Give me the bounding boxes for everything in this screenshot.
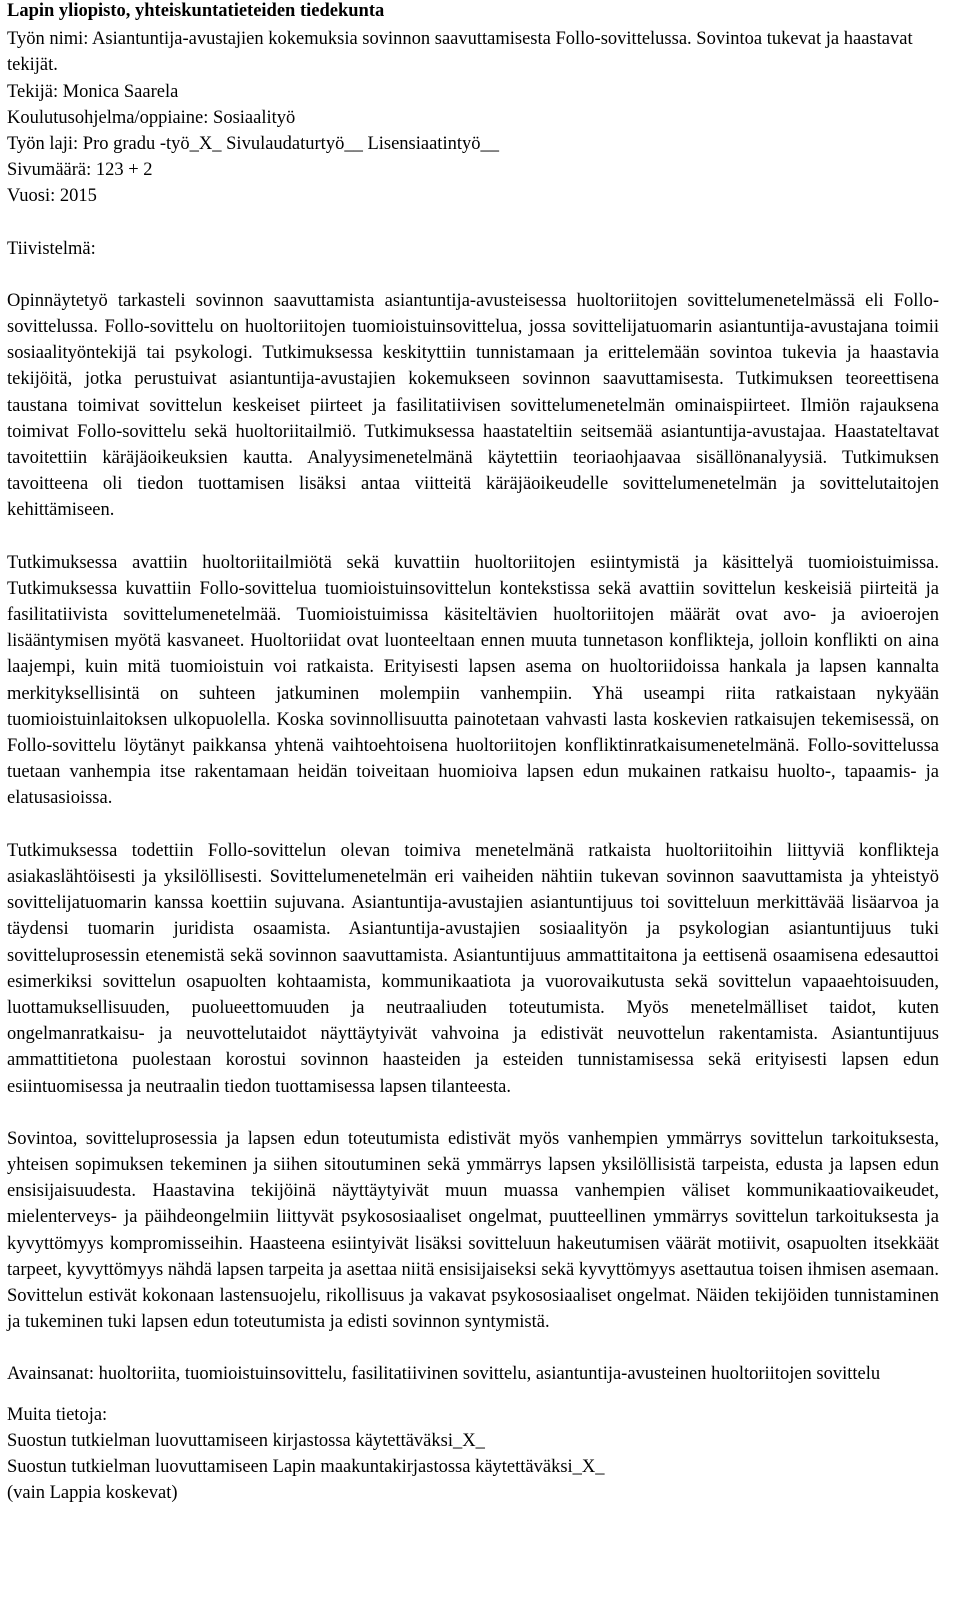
- lapland-note: (vain Lappia koskevat): [7, 1483, 178, 1504]
- abstract-label: Tiivistelmä:: [7, 238, 96, 259]
- abstract: [7, 288, 939, 1336]
- page-count: Sivumäärä: 123 + 2: [7, 160, 153, 181]
- abstract-paragraph: Tutkimuksessa avattiin huoltoriitailmiötä sekä kuvattiin huoltoriitojen esiintymistä ja käsittelyä tuomioistuimissa. Tutkimuksessa kuvattiin Follo-sovittelua tuomioistuinsovittelun kontekstissa sekä avattiin sovittelun keskeisiä piirteitä ja fasilitatiivista sovittelumenetelmää. Tuomioistuimissa käsiteltävien huoltoriitojen määrät ovat avo- ja avioerojen lisääntymisen myötä kasvaneet. Huoltoriidat ovat luonteeltaan ennen muuta tunnetason konflikteja, jolloin konflikti on aina laajempi, kuin mitä tuomioistuin voi ratkaista. Erityisesti lapsen asema on huoltoriidoissa hankala ja lapsen kannalta merkityksellisintä on suhteen jatkuminen molempiin vanhempiin. Yhä useampi riita ratkaistaan nykyään tuomioistuinlaitoksen ulkopuolella. Koska sovinnollisuutta painotetaan vahvasti lasta koskevien ratkaisujen tekemisessä, on Follo-sovittelu löytänyt paikkansa yhtenä vaihtoehtoisena huoltoriitojen konfliktinratkaisumenetelmänä. Follo-sovittelussa tuetaan vanhempia itse rakentamaan heidän toiveitaan huomioiva lapsen edun mukainen ratkaisu huolto-, tapaamis- ja elatusasioissa.: [7, 552, 939, 809]
- university-heading: Lapin yliopisto, yhteiskuntatieteiden tiedekunta: [7, 1, 385, 21]
- library-consent: Suostun tutkielman luovuttamiseen kirjastossa käytettäväksi_X_: [7, 1430, 485, 1451]
- author: Tekijä: Monica Saarela: [7, 81, 179, 102]
- keywords: [7, 1361, 939, 1387]
- year: Vuosi: 2015: [7, 186, 97, 207]
- work-type: Työn laji: Pro gradu -työ_X_ Sivulaudaturtyö__ Lisensiaatintyö__: [7, 134, 499, 155]
- other-information-label: Muita tietoja:: [7, 1404, 108, 1425]
- abstract-paragraph: Sovintoa, sovitteluprosessia ja lapsen edun toteutumista edistivät myös vanhempien ymmärrys sovittelun tarkoituksesta, yhteisen sopimuksen tekeminen ja siihen sitoutuminen sekä ymmärrys lapsen yksilöllisistä tarpeista, edusta ja lapsen edun ensisijaisuudesta. Haastavina tekijöinä näyttäytyivät muun muassa vanhempien väliset kommunikaatiovaikeudet, mielenterveys- ja päihdeongelmiin liittyvät psykososiaaliset ongelmat, puutteellinen ymmärrys sovittelun tarkoituksesta ja kyvyttömyys kompromisseihin. Haasteena esiintyivät lisäksi sovitteluun hakeutumisen väärät motiivit, osapuolten itsekkäät tarpeet, kyvyttömyys nähdä lapsen tarpeita ja asettaa niitä ensisijaiseksi sekä kyvyttömyys asettautua toisen ihmisen asemaan. Sovittelun estivät kokonaan lastensuojelu, rikollisuus ja vakavat psykososiaaliset ongelmat. Näiden tekijöiden tunnistaminen ja tukeminen tuki lapsen edun toteutumista ja edisti sovinnon syntymistä.: [7, 1128, 939, 1333]
- keywords-text: Avainsanat: huoltoriita, tuomioistuinsovittelu, fasilitatiivinen sovittelu, asiantuntija-avusteinen huoltoriitojen sovittelu: [7, 1364, 881, 1385]
- other-information: [7, 1402, 939, 1507]
- document-metadata: [7, 0, 939, 210]
- abstract-paragraph: Tutkimuksessa todettiin Follo-sovittelun olevan toimiva menetelmänä ratkaista huoltoriitoihin liittyviä konflikteja asiakaslähtöisesti ja yksilöllisesti. Sovittelumenetelmän eri vaiheiden nähtiin tukevan sovinnon saavuttamista ja yhteistyö sovittelijatuomarin kanssa koettiin sujuvana. Asiantuntija-avustajien asiantuntijuus toi sovitteluun merkittävää lisäarvoa ja täydensi tuomarin juridista osaamista. Asiantuntija-avustajien sosiaalityön ja psykologian asiantuntijuus tuki sovitteluprosessin etenemistä sekä sovinnon saavuttamista. Asiantuntijuus ammattitaitona ja eettisenä osaamisena edesauttoi esimerkiksi sovittelun osapuolten kohtaamista, kommunikaatiota ja vuorovaikutusta sekä sovittelun vapaaehtoisuuden, luottamuksellisuuden, puolueettomuuden ja neutraaliuden toteutumista. Myös menetelmälliset taidot, kuten ongelmanratkaisu- ja neuvottelutaidot näyttäytyivät vahvoina ja edistivät neuvottelun rakentamista. Asiantuntijuus ammattitietona puolestaan korostui sovinnon haasteiden ja esteiden tunnistamisessa sekä erityisesti lapsen edun esiintuomisessa ja neutraalin tiedon tuottamisessa lapsen tilanteesta.: [7, 840, 939, 1097]
- degree-program: Koulutusohjelma/oppiaine: Sosiaalityö: [7, 107, 296, 128]
- lapland-library-consent: Suostun tutkielman luovuttamiseen Lapin maakuntakirjastossa käytettäväksi_X_: [7, 1456, 605, 1477]
- work-name: Työn nimi: Asiantuntija-avustajien kokemuksia sovinnon saavuttamisesta Follo-sovittelussa. Sovintoa tukevat ja haastavat tekijät.: [7, 29, 918, 76]
- abstract-paragraph: Opinnäytetyö tarkasteli sovinnon saavuttamista asiantuntija-avusteisessa huoltoriitojen sovittelumenetelmässä eli Follo-sovittelussa. Follo-sovittelu on huoltoriitojen tuomioistuinsovittelua, jossa sovittelijatuomarin asiantuntija-avustajana toimii sosiaalityöntekijä tai psykologi. Tutkimuksessa keskityttiin tunnistamaan ja erittelemään sovintoa tukevia ja haastavia tekijöitä, jotka perustuivat asiantuntija-avustajien kokemukseen sovinnon saavuttamisesta. Tutkimuksen teoreettisena taustana toimivat sovittelun keskeiset piirteet ja fasilitatiivisen sovittelumenetelmän ominaispiirteet. Ilmiön rajauksena toimivat Follo-sovittelu sekä huoltoriitailmiö. Tutkimuksessa haastateltiin seitsemää asiantuntija-avustajaa. Haastateltavat tavoitettiin käräjäoikeuksien kautta. Analyysimenetelmänä käytettiin teoriaohjaavaa sisällönanalyysiä. Tutkimuksen tavoitteena oli tiedon tuottamisen lisäksi antaa viitteitä käräjäoikeudelle sovittelumenetelmän ja sovittelutaitojen kehittämiseen.: [7, 290, 939, 521]
